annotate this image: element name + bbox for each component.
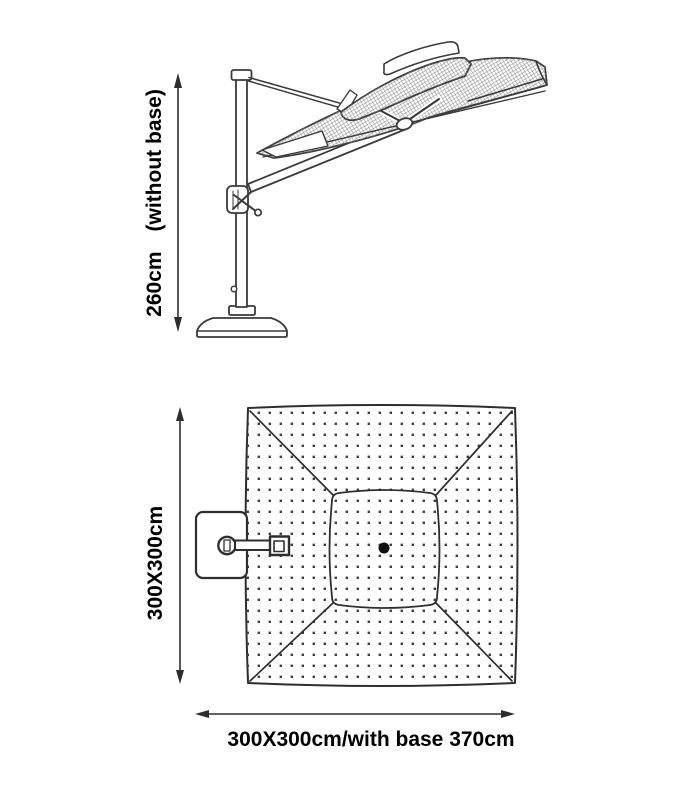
height-note: (without base) (143, 89, 166, 232)
canopy-size-label (144, 483, 168, 643)
height-label (143, 89, 167, 317)
center-pole-dot (379, 543, 390, 554)
height-value: 260cm (143, 251, 166, 317)
pole-knob (231, 286, 237, 292)
canopy-side-view (257, 58, 547, 158)
arrowhead-left (195, 710, 209, 718)
arrowhead-down (176, 670, 184, 684)
side-view-umbrella (174, 42, 547, 337)
arm-bar (235, 541, 272, 551)
pole-cap (232, 70, 252, 80)
canopy-height-dimension-arrow (176, 407, 184, 684)
umbrella-base (197, 306, 287, 337)
arrowhead-right (501, 710, 515, 718)
arrowhead-up (174, 73, 182, 88)
canopy-size-value: 300X300cm (144, 505, 167, 621)
height-dimension-arrow (174, 73, 182, 332)
base-span-value: 300X300cm/with base 370cm (227, 728, 515, 751)
top-view-canopy (176, 405, 518, 718)
crank-knob (255, 209, 261, 215)
base-span-label (201, 728, 541, 754)
arrowhead-down (174, 317, 182, 332)
base-span-dimension-arrow (195, 710, 515, 718)
arrowhead-up (176, 407, 184, 421)
